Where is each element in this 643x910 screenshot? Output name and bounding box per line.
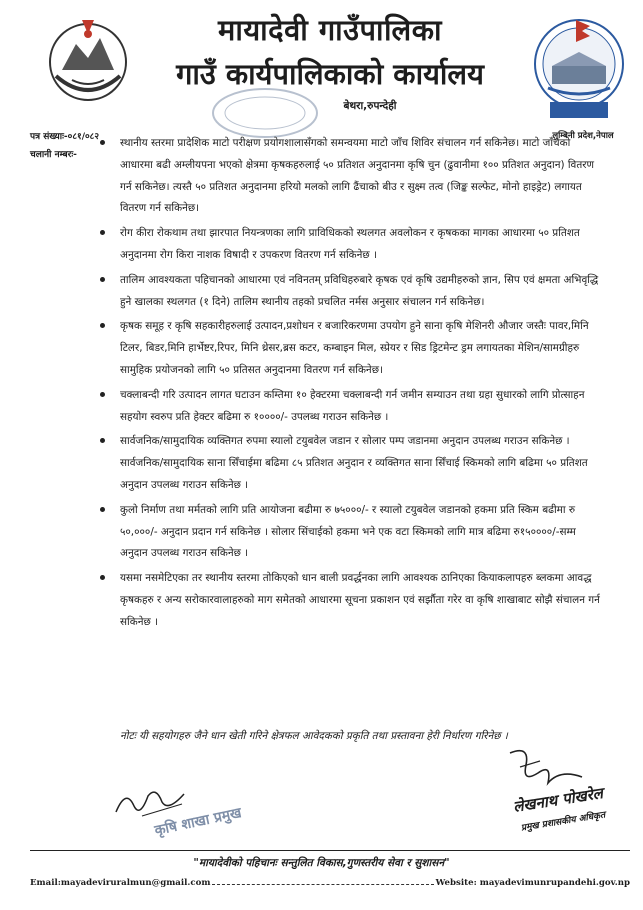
dispatch-number: चलानी नम्बरः- xyxy=(30,150,77,160)
footer-email[interactable]: Email:mayadeviruralmun@gmail.com xyxy=(30,878,211,888)
list-item xyxy=(98,133,604,220)
list-item xyxy=(98,270,604,314)
bullet-icon xyxy=(100,392,105,397)
list-item xyxy=(98,568,604,633)
footer-divider xyxy=(30,850,630,851)
footer-motto: "मायादेवीको पहिचानः सन्तुलित विकास,गुणस्तरीय सेवा र सुशासन" xyxy=(193,857,450,869)
bullet-icon xyxy=(100,140,105,145)
list-item xyxy=(98,385,604,429)
list-item-text: सार्वजनिक/सामुदायिक व्यक्तिगत रुपमा स्यालो टयुबवेल जडान र सोलार पम्प जडानमा अनुदान उपलब्ध गराउन सकिनेछ । सार्वजनिक/सामुदायिक साना सिँचाईमा बढिमा ८५ प्रतिशत अनुदान र व्यक्तिगत साना सिँचाई स्किमको लागि बढिमा ५० प्रतिशत अनुदान उपलब्ध गराउन सकिनेछ । xyxy=(120,435,588,491)
officer-name: लेखनाथ पोखरेल xyxy=(511,784,605,816)
list-item xyxy=(98,500,604,565)
bullet-icon xyxy=(100,277,105,282)
bullet-icon xyxy=(100,323,105,328)
note-text: नोटः यी सहयोगहरु जैने धान खेती गरिने क्षेत्रफल आवेदकको प्रकृति तथा प्रस्तावना हेरी निर्धारण गरिनेछ । xyxy=(120,730,508,742)
list-item-text: कुलो निर्माण तथा मर्मतको लागि प्रति आयोजना बढीमा रु ७५०००/- र स्यालो टयुबवेल जडानको हकमा प्रति स्किम बढीमा रु ५०,०००/- अनुदान प्रदान गर्न सकिनेछ । सोलार सिंचाईको हकमा भने एक वटा स्किमको लागि मात्र बढिमा रु१५००००/-सम्म अनुदान उपलब्ध गराउन सकिनेछ । xyxy=(120,503,576,560)
letter-number: पत्र संख्याः-०८१/०८२ xyxy=(30,132,100,142)
nepal-emblem-icon xyxy=(42,14,134,106)
office-title: गाउँ कार्यपालिकाको कार्यालय xyxy=(176,57,484,91)
office-address: बेथरा,रुपन्देही xyxy=(343,100,397,112)
municipality-logo-icon xyxy=(530,14,628,126)
list-item xyxy=(98,223,604,267)
officer-title: प्रमुख प्रशासकीय अधिकृत xyxy=(520,810,607,834)
municipality-title: मायादेवी गाउँपालिका xyxy=(218,13,442,47)
footer-dash-divider xyxy=(212,884,433,885)
bullet-icon xyxy=(100,507,105,512)
list-item xyxy=(98,431,604,496)
footer-website[interactable]: Website: mayadevimunrupandehi.gov.np xyxy=(435,878,630,888)
list-item-text: चक्लाबन्दी गरि उत्पादन लागत घटाउन कम्तिमा १० हेक्टरमा चक्लाबन्दी गर्न जमीन सम्याउन तथा ग्रहा सुधारको लागि प्रोत्साहन सहयोग स्वरुप प्रति हेक्टर बढिमा रु १००००/- उपलब्ध गराउन सकिनेछ । xyxy=(120,388,585,423)
province-label: लुम्बिनी प्रदेश,नेपाल xyxy=(552,131,614,141)
support-list xyxy=(98,133,604,637)
list-item-text: यसमा नसमेटिएका तर स्थानीय स्तरमा तोकिएको धान बाली प्रवर्द्धनका लागि आवश्यक ठानिएका कियाकलापहरु ब्लकमा आवद्ध कृषकहरु र अन्य सरोकारवालाहरुको माग समेतको आधारमा सूचना प्रकाशन एवं सर्झौता गरेर वा कृषि शाखाबाट सोझै संचालन गर्न सकिनेछ । xyxy=(120,572,600,628)
officer-signature-icon xyxy=(500,743,590,793)
list-item-text: तालिम आवश्यकता पहिचानको आधारमा एवं नविनतम् प्रविधिहरुबारे कृषक एवं कृषि उद्यमीहरुको ज्ञान, सिप एवं क्षमता अभिवृद्धि हुने खालका स्थलगत (१ दिने) तालिम स्थानीय तहको प्रचलित नर्मस अनुसार संचालन गर्न सकिनेछ। xyxy=(120,273,599,308)
list-item-text: रोग कीरा रोकथाम तथा झारपात नियन्त्रणका लागि प्राविधिकको स्थलगत अवलोकन र कृषकका मागका आधारमा ५० प्रतिशत अनुदानमा रोग किरा नाशक विषादी र उपकरण वितरण गर्न सकिनेछ । xyxy=(120,227,580,261)
list-item xyxy=(98,316,604,381)
bullet-icon xyxy=(100,230,105,235)
branch-stamp: कृषि शाखा प्रमुख xyxy=(153,804,243,839)
list-item-text: कृषक समूह र कृषि सहकारीहरुलाई उत्पादन,प्रशोधन र बजारिकरणमा उपयोग हुने साना कृषि मेशिनरी औजार जस्तैः पावर,मिनि टिलर, बिडर,मिनि हार्भेष्टर,रिपर, मिनि थ्रेसर,ब्रस कटर, कम्बाइन मिल, स्प्रेयर र सिड ड्रिटमेन्ट ड्रम लगायतका मेशिन/सामग्रीहरु सामुहिक प्रयोजनको लागि ५० प्रतिसत अनुदानमा वितरण गर्न सकिनेछ। xyxy=(120,320,589,376)
bullet-icon xyxy=(100,438,105,443)
bullet-icon xyxy=(100,575,105,580)
office-stamp-icon xyxy=(210,86,320,140)
list-item-text: स्थानीय स्तरमा प्रादेशिक माटो परीक्षण प्रयोगशालासँगको समन्वयमा माटो जाँच शिविर संचालन गर्न सकिनेछ। माटो जाँचको आधारमा बढी अम्लीयपना भएको क्षेत्रमा कृषकहरुलाई ५० प्रतिशत अनुदानमा कृषि चुन (ढुवानीमा १०० प्रतिशत अनुदान) वितरण गर्न सकिनेछ। त्यस्तै ५० प्रतिशत अनुदानमा हरियो मलको लागि ढैंचाको बीउ र सुक्ष्म तत्व (जिङ्क सल्फेट, मोनो हाइड्रेट) लगायत वितरण गर्न सकिनेछ। xyxy=(120,137,594,215)
footer-contact xyxy=(30,878,630,888)
